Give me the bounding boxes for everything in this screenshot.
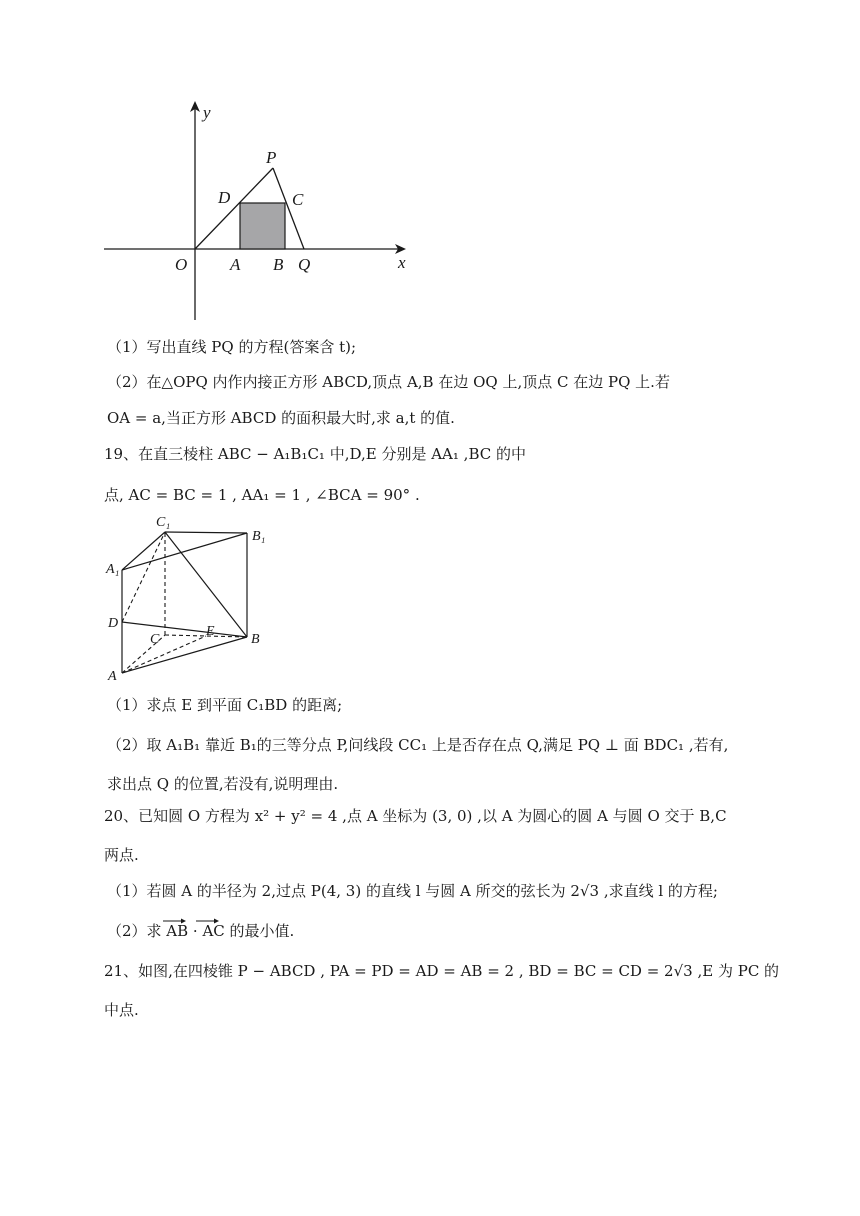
q21-stem-line2: 中点. [104,1001,139,1019]
label-d: D [218,188,231,207]
overline-ab-arrow [181,919,186,924]
coordinate-figure [0,0,860,330]
q21-stem-line1: 21、如图,在四棱锥 P − ABCD , PA = PD = AD = AB = 2 , BD = BC = CD = 2√3 ,E 为 PC 的 [104,962,780,980]
q20-stem-line1: 20、已知圆 O 方程为 x² + y² = 4 ,点 A 坐标为 (3, 0) ,以 A 为圆心的圆 A 与圆 O 交于 B,C [104,807,727,825]
label-d: D [108,616,119,631]
label-c: C [292,190,304,209]
q20-part1: （1）若圆 A 的半径为 2,过点 P(4, 3) 的直线 l 与圆 A 所交的弦长为 2√3 ,求直线 l 的方程; [107,882,718,900]
label-b1: B₁ [252,529,266,544]
label-b: B [251,632,260,647]
vector-overlines [0,915,860,935]
q19-stem-line1: 19、在直三棱柱 ABC − A₁B₁C₁ 中,D,E 分别是 AA₁ ,BC 的中 [104,445,526,463]
overline-ac-arrow [214,919,219,924]
segment-d-c1-hidden [122,532,165,622]
q18-part2-line1: （2）在△OPQ 内作内接正方形 ABCD,顶点 A,B 在边 OQ 上,顶点 C 在边 PQ 上.若 [107,373,670,391]
edge-a1-b1 [122,533,247,570]
edge-c1-b1 [165,532,247,533]
q18-part2-line2: OA = a,当正方形 ABCD 的面积最大时,求 a,t 的值. [107,409,455,427]
label-y: y [203,103,211,122]
label-e: E [206,624,215,639]
square-abcd [240,203,285,249]
edge-a1-c1 [122,532,165,570]
segment-d-b [122,622,247,637]
label-o: O [175,255,188,274]
q18-part1: （1）写出直线 PQ 的方程(答案含 t); [107,338,357,356]
q19-stem-line2: 点, AC = BC = 1 , AA₁ = 1 , ∠BCA = 90° . [104,486,420,504]
label-p: P [266,148,277,167]
segment-a-e-hidden [122,636,206,673]
label-x: x [398,253,406,272]
q19-part2-line1: （2）取 A₁B₁ 靠近 B₁的三等分点 P,问线段 CC₁ 上是否存在点 Q,满足 PQ ⊥ 面 BDC₁ ,若有, [107,736,729,754]
q20-stem-line2: 两点. [104,846,139,864]
prism-figure [100,510,300,685]
q19-part2-line2: 求出点 Q 的位置,若没有,说明理由. [107,775,339,793]
label-b: B [273,255,284,274]
label-c1: C₁ [156,515,171,530]
label-q: Q [298,255,311,274]
segment-c1-b [165,532,247,637]
q20-part2: （2）求 AB · AC 的最小值. [107,922,295,940]
label-c: C [150,632,160,647]
q19-part1: （1）求点 E 到平面 C₁BD 的距离; [107,696,343,714]
edge-a-b [122,637,247,673]
label-a: A [108,669,117,684]
label-a: A [230,255,241,274]
label-a1: A₁ [106,562,120,577]
